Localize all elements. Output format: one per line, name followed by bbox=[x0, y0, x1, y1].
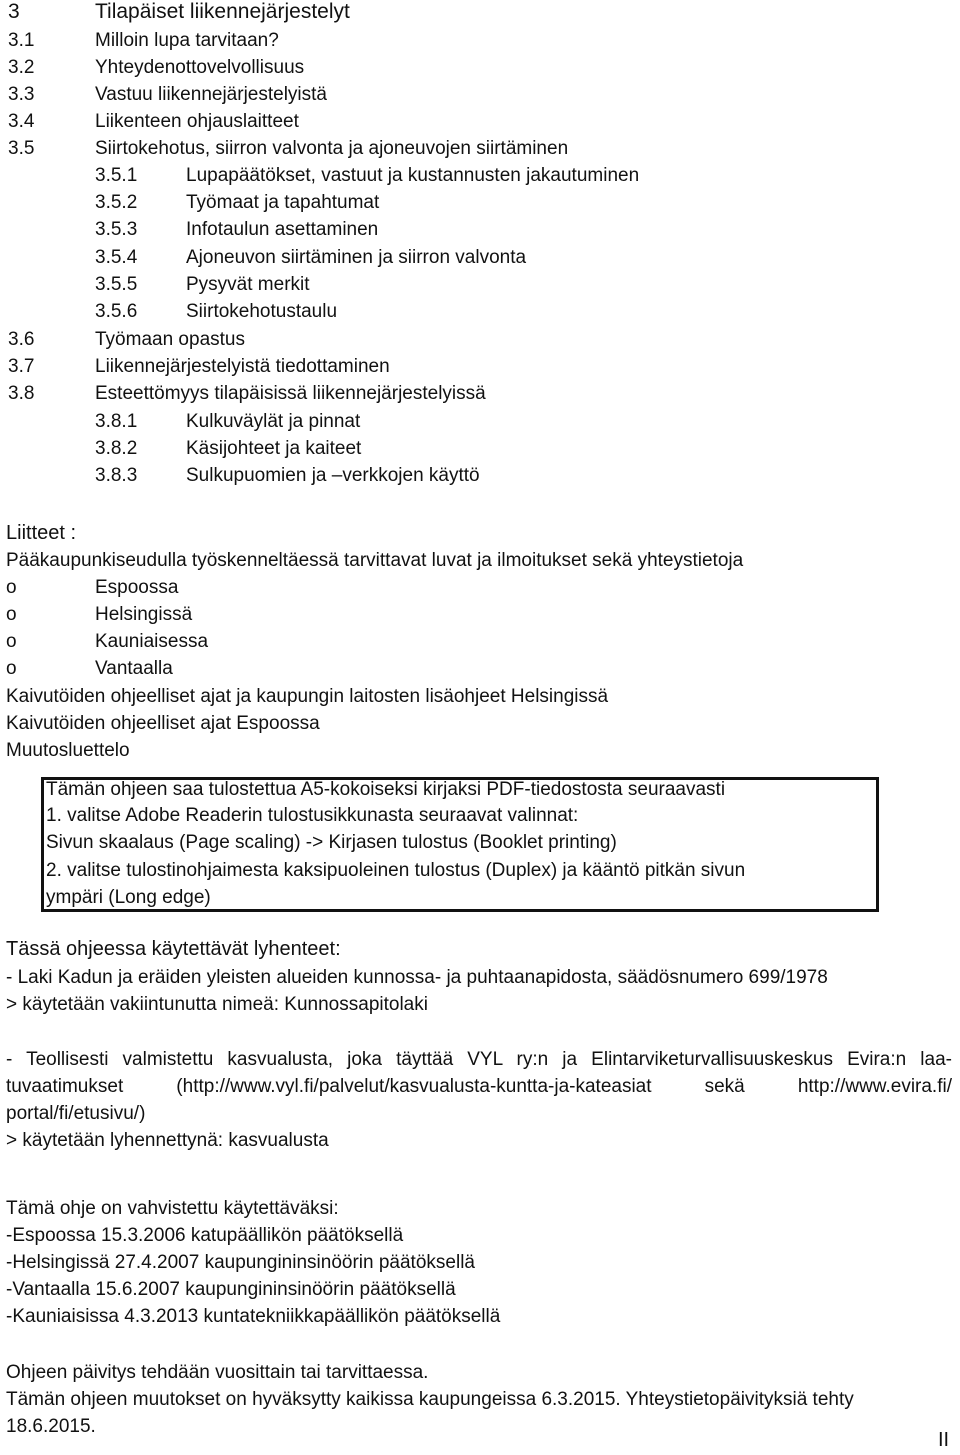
attachment-line: Kaivutöiden ohjeelliset ajat Espoossa bbox=[6, 713, 320, 734]
approval-line: -Helsingissä 27.4.2007 kaupungininsinöörin päätöksellä bbox=[6, 1252, 475, 1273]
print-line: ympäri (Long edge) bbox=[46, 887, 211, 908]
bullet-marker: o bbox=[6, 658, 17, 679]
abbreviation-line: portal/fi/etusivu/) bbox=[6, 1103, 146, 1124]
page-number: II bbox=[938, 1429, 950, 1451]
bullet-marker: o bbox=[6, 604, 17, 625]
print-line: Tämän ohjeen saa tulostettua A5-kokoiseksi kirjaksi PDF-tiedostosta seuraavasti bbox=[46, 779, 726, 800]
attachments-intro: Pääkaupunkiseudulla työskenneltäessä tarvittavat luvat ja ilmoitukset sekä yhteystietoja bbox=[6, 550, 744, 571]
update-line: 18.6.2015. bbox=[6, 1416, 96, 1437]
attachment-line: Kaivutöiden ohjeelliset ajat ja kaupungin laitosten lisäohjeet Helsingissä bbox=[6, 686, 609, 707]
abbreviation-line: > käytetään vakiintunutta nimeä: Kunnossapitolaki bbox=[6, 994, 428, 1015]
update-line: Tämän ohjeen muutokset on hyväksytty kaikissa kaupungeissa 6.3.2015. Yhteystietopäivityksiä tehty bbox=[6, 1389, 854, 1410]
bullet-marker: o bbox=[6, 577, 17, 598]
abbreviation-line: tuvaatimukset (http://www.vyl.fi/palvelut/kasvualusta-kuntta-ja-kateasiat sekä http://www.evira.fi/ bbox=[6, 1076, 952, 1097]
print-line: 2. valitse tulostinohjaimesta kaksipuoleinen tulostus (Duplex) ja kääntö pitkän sivun bbox=[46, 860, 746, 881]
print-line: Sivun skaalaus (Page scaling) -> Kirjasen tulostus (Booklet printing) bbox=[46, 832, 617, 853]
attachments-heading: Liitteet : bbox=[6, 522, 77, 544]
abbreviation-line: - Teollisesti valmistettu kasvualusta, joka täyttää VYL ry:n ja Elintarviketurvallisuuskeskus Evira:n laa- bbox=[6, 1049, 952, 1070]
approval-heading: Tämä ohje on vahvistettu käytettäväksi: bbox=[6, 1198, 339, 1219]
update-line: Ohjeen päivitys tehdään vuosittain tai tarvittaessa. bbox=[6, 1362, 429, 1383]
bullet-marker: o bbox=[6, 631, 17, 652]
abbreviation-line: > käytetään lyhennettynä: kasvualusta bbox=[6, 1130, 329, 1151]
print-line: 1. valitse Adobe Readerin tulostusikkunasta seuraavat valinnat: bbox=[46, 805, 579, 826]
approval-line: -Kauniaisissa 4.3.2013 kuntatekniikkapäällikön päätöksellä bbox=[6, 1306, 501, 1327]
abbreviation-line: - Laki Kadun ja eräiden yleisten alueiden kunnossa- ja puhtaanapidosta, säädösnumero 699/1978 bbox=[6, 967, 828, 988]
approval-line: -Vantaalla 15.6.2007 kaupungininsinöörin päätöksellä bbox=[6, 1279, 456, 1300]
attachment-line: Muutosluettelo bbox=[6, 740, 130, 761]
approval-line: -Espoossa 15.3.2006 katupäällikön päätöksellä bbox=[6, 1225, 404, 1246]
abbreviations-heading: Tässä ohjeessa käytettävät lyhenteet: bbox=[6, 938, 341, 960]
